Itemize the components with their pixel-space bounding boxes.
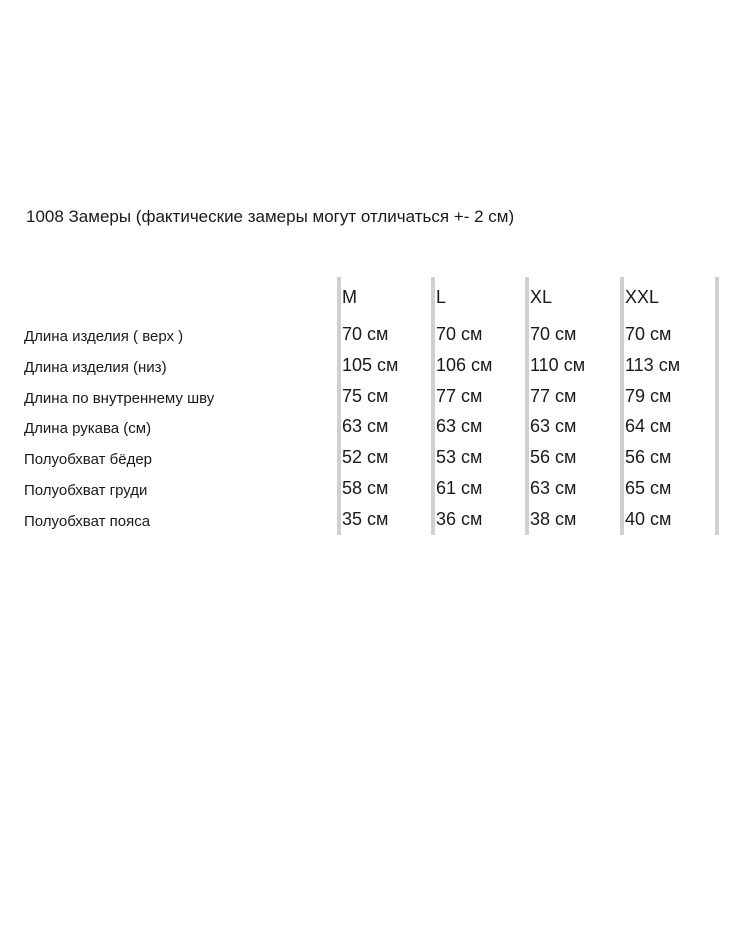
table-cell: 63 см	[342, 416, 389, 437]
table-cell: 113 см	[625, 354, 681, 375]
table-cell: 77 см	[530, 385, 577, 406]
row-label: Полуобхват пояса	[24, 512, 151, 530]
table-cell: 63 см	[530, 477, 577, 498]
table-cell: 56 см	[530, 447, 577, 468]
row-label: Длина по внутреннему шву	[24, 389, 215, 407]
size-header: XXL	[625, 287, 660, 307]
size-column-xxl	[620, 277, 712, 535]
column-divider	[337, 277, 341, 535]
table-cell: 52 см	[342, 447, 389, 468]
table-cell: 63 см	[530, 416, 577, 437]
table-cell: 38 см	[530, 508, 577, 529]
table-cell: 58 см	[342, 477, 389, 498]
size-header: XL	[530, 287, 553, 307]
table-cell: 79 см	[625, 385, 672, 406]
table-cell: 110 см	[530, 354, 586, 375]
table-cell: 75 см	[342, 385, 389, 406]
row-label: Длина изделия ( верх )	[24, 328, 184, 345]
table-cell: 36 см	[436, 508, 483, 529]
size-column-xl	[525, 277, 617, 535]
column-divider	[525, 277, 529, 535]
table-cell: 40 см	[625, 508, 672, 529]
size-header: L	[436, 287, 447, 307]
table-cell: 106 см	[436, 354, 493, 375]
table-cell: 70 см	[436, 324, 483, 344]
row-label: Полуобхват груди	[24, 481, 148, 499]
measurement-labels	[24, 327, 214, 543]
page-title: 1008 Замеры (фактические замеры могут отличаться +- 2 см)	[26, 207, 515, 226]
table-cell: 70 см	[625, 324, 672, 344]
table-cell: 64 см	[625, 416, 672, 437]
row-label: Длина изделия (низ)	[24, 358, 167, 376]
table-cell: 61 см	[436, 477, 483, 498]
column-divider	[620, 277, 624, 535]
table-cell: 53 см	[436, 447, 483, 468]
table-cell: 63 см	[436, 416, 483, 437]
table-cell: 56 см	[625, 447, 672, 468]
size-header: M	[342, 287, 357, 307]
size-column-l	[431, 277, 523, 535]
column-divider	[715, 277, 719, 535]
row-label: Длина рукава (см)	[24, 420, 152, 438]
table-cell: 70 см	[342, 324, 389, 344]
table-cell: 70 см	[530, 324, 577, 344]
table-cell: 65 см	[625, 477, 672, 498]
table-cell: 35 см	[342, 508, 389, 529]
table-cell: 77 см	[436, 385, 483, 406]
size-column-m	[337, 277, 429, 535]
column-divider	[431, 277, 435, 535]
table-cell: 105 см	[342, 354, 399, 375]
row-label: Полуобхват бёдер	[24, 451, 153, 469]
